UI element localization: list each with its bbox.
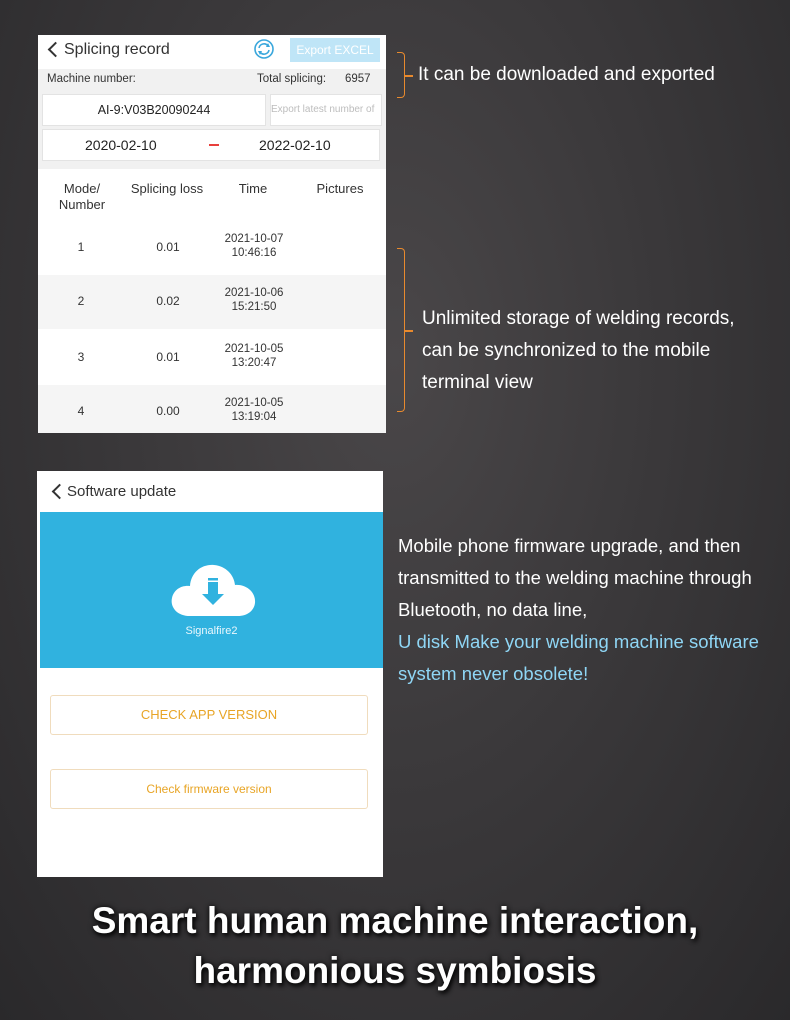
- callout-export: It can be downloaded and exported: [418, 64, 715, 85]
- date-from-field[interactable]: 2020-02-10: [85, 137, 157, 153]
- date-range-picker[interactable]: [42, 129, 380, 161]
- row-number: 1: [77, 240, 85, 254]
- row-number: 3: [77, 350, 85, 364]
- date-to-field[interactable]: 2022-02-10: [259, 137, 331, 153]
- page-title: Splicing record: [64, 41, 170, 58]
- machine-number-field[interactable]: AI-9:V03B20090244: [42, 94, 266, 126]
- row-clock: 13:20:47: [231, 357, 277, 369]
- total-splicing-value: 6957: [345, 73, 371, 85]
- table-header: [38, 169, 386, 217]
- sync-icon[interactable]: [252, 38, 276, 60]
- update-banner: [40, 512, 383, 668]
- callout-firmware-highlight: U disk Make your welding machine software: [398, 631, 759, 652]
- headline-line-2: harmonious symbiosis: [193, 950, 597, 991]
- back-chevron-icon[interactable]: [48, 42, 64, 58]
- table-row[interactable]: [38, 221, 386, 275]
- table-row[interactable]: [38, 275, 386, 329]
- check-app-version-button[interactable]: CHECK APP VERSION: [50, 695, 368, 735]
- row-clock: 13:19:04: [231, 411, 277, 423]
- row-time: [212, 396, 296, 424]
- callout-bracket: [397, 248, 405, 412]
- callout-firmware-line: Bluetooth, no data line,: [398, 599, 588, 620]
- software-update-screen: [37, 471, 383, 877]
- table-row[interactable]: [38, 331, 386, 385]
- column-header-mode: Mode/ Number: [58, 181, 106, 212]
- page-title: Software update: [67, 483, 177, 500]
- callout-storage-line: Unlimited storage of welding records,: [422, 308, 735, 329]
- callout-storage-line: terminal view: [422, 372, 533, 393]
- table-row[interactable]: [38, 385, 386, 433]
- splicing-record-screen: [38, 35, 386, 433]
- row-clock: 15:21:50: [231, 301, 277, 313]
- row-date: 2021-10-05: [224, 343, 284, 355]
- row-loss: 0.00: [156, 404, 180, 418]
- row-date: 2021-10-07: [224, 233, 284, 245]
- back-chevron-icon[interactable]: [52, 484, 68, 500]
- callout-bracket: [397, 52, 405, 98]
- callout-firmware-line: transmitted to the welding machine through: [398, 567, 752, 588]
- callout-storage: [422, 303, 735, 399]
- row-date: 2021-10-06: [224, 287, 284, 299]
- row-loss: 0.02: [156, 294, 180, 308]
- brand-label: Signalfire2: [185, 625, 238, 637]
- row-date: 2021-10-05: [224, 397, 284, 409]
- export-excel-button[interactable]: Export EXCEL: [290, 38, 380, 62]
- row-time: [212, 342, 296, 370]
- callout-firmware: [398, 530, 759, 690]
- column-header-loss: Splicing loss: [130, 181, 204, 196]
- callout-firmware-line: Mobile phone firmware upgrade, and then: [398, 535, 741, 556]
- total-splicing-label: Total splicing:: [257, 73, 327, 85]
- machine-number-label: Machine number:: [47, 73, 136, 85]
- row-time: [212, 286, 296, 314]
- row-loss: 0.01: [156, 350, 180, 364]
- callout-storage-line: can be synchronized to the mobile: [422, 340, 711, 361]
- row-time: [212, 232, 296, 260]
- headline-line-1: Smart human machine interaction,: [91, 900, 699, 941]
- info-bar: [38, 69, 386, 91]
- row-number: 2: [77, 294, 85, 308]
- check-firmware-version-button[interactable]: Check firmware version: [50, 769, 368, 809]
- row-clock: 10:46:16: [231, 247, 277, 259]
- column-header-pictures: Pictures: [316, 181, 364, 196]
- row-number: 4: [77, 404, 85, 418]
- splicing-record-header: [38, 35, 386, 67]
- cloud-download-icon: [168, 558, 258, 622]
- export-latest-input[interactable]: Export latest number of: [270, 94, 382, 126]
- row-loss: 0.01: [156, 240, 180, 254]
- column-header-time: Time: [238, 181, 268, 196]
- callout-firmware-highlight: system never obsolete!: [398, 663, 589, 684]
- date-range-separator: [209, 144, 219, 146]
